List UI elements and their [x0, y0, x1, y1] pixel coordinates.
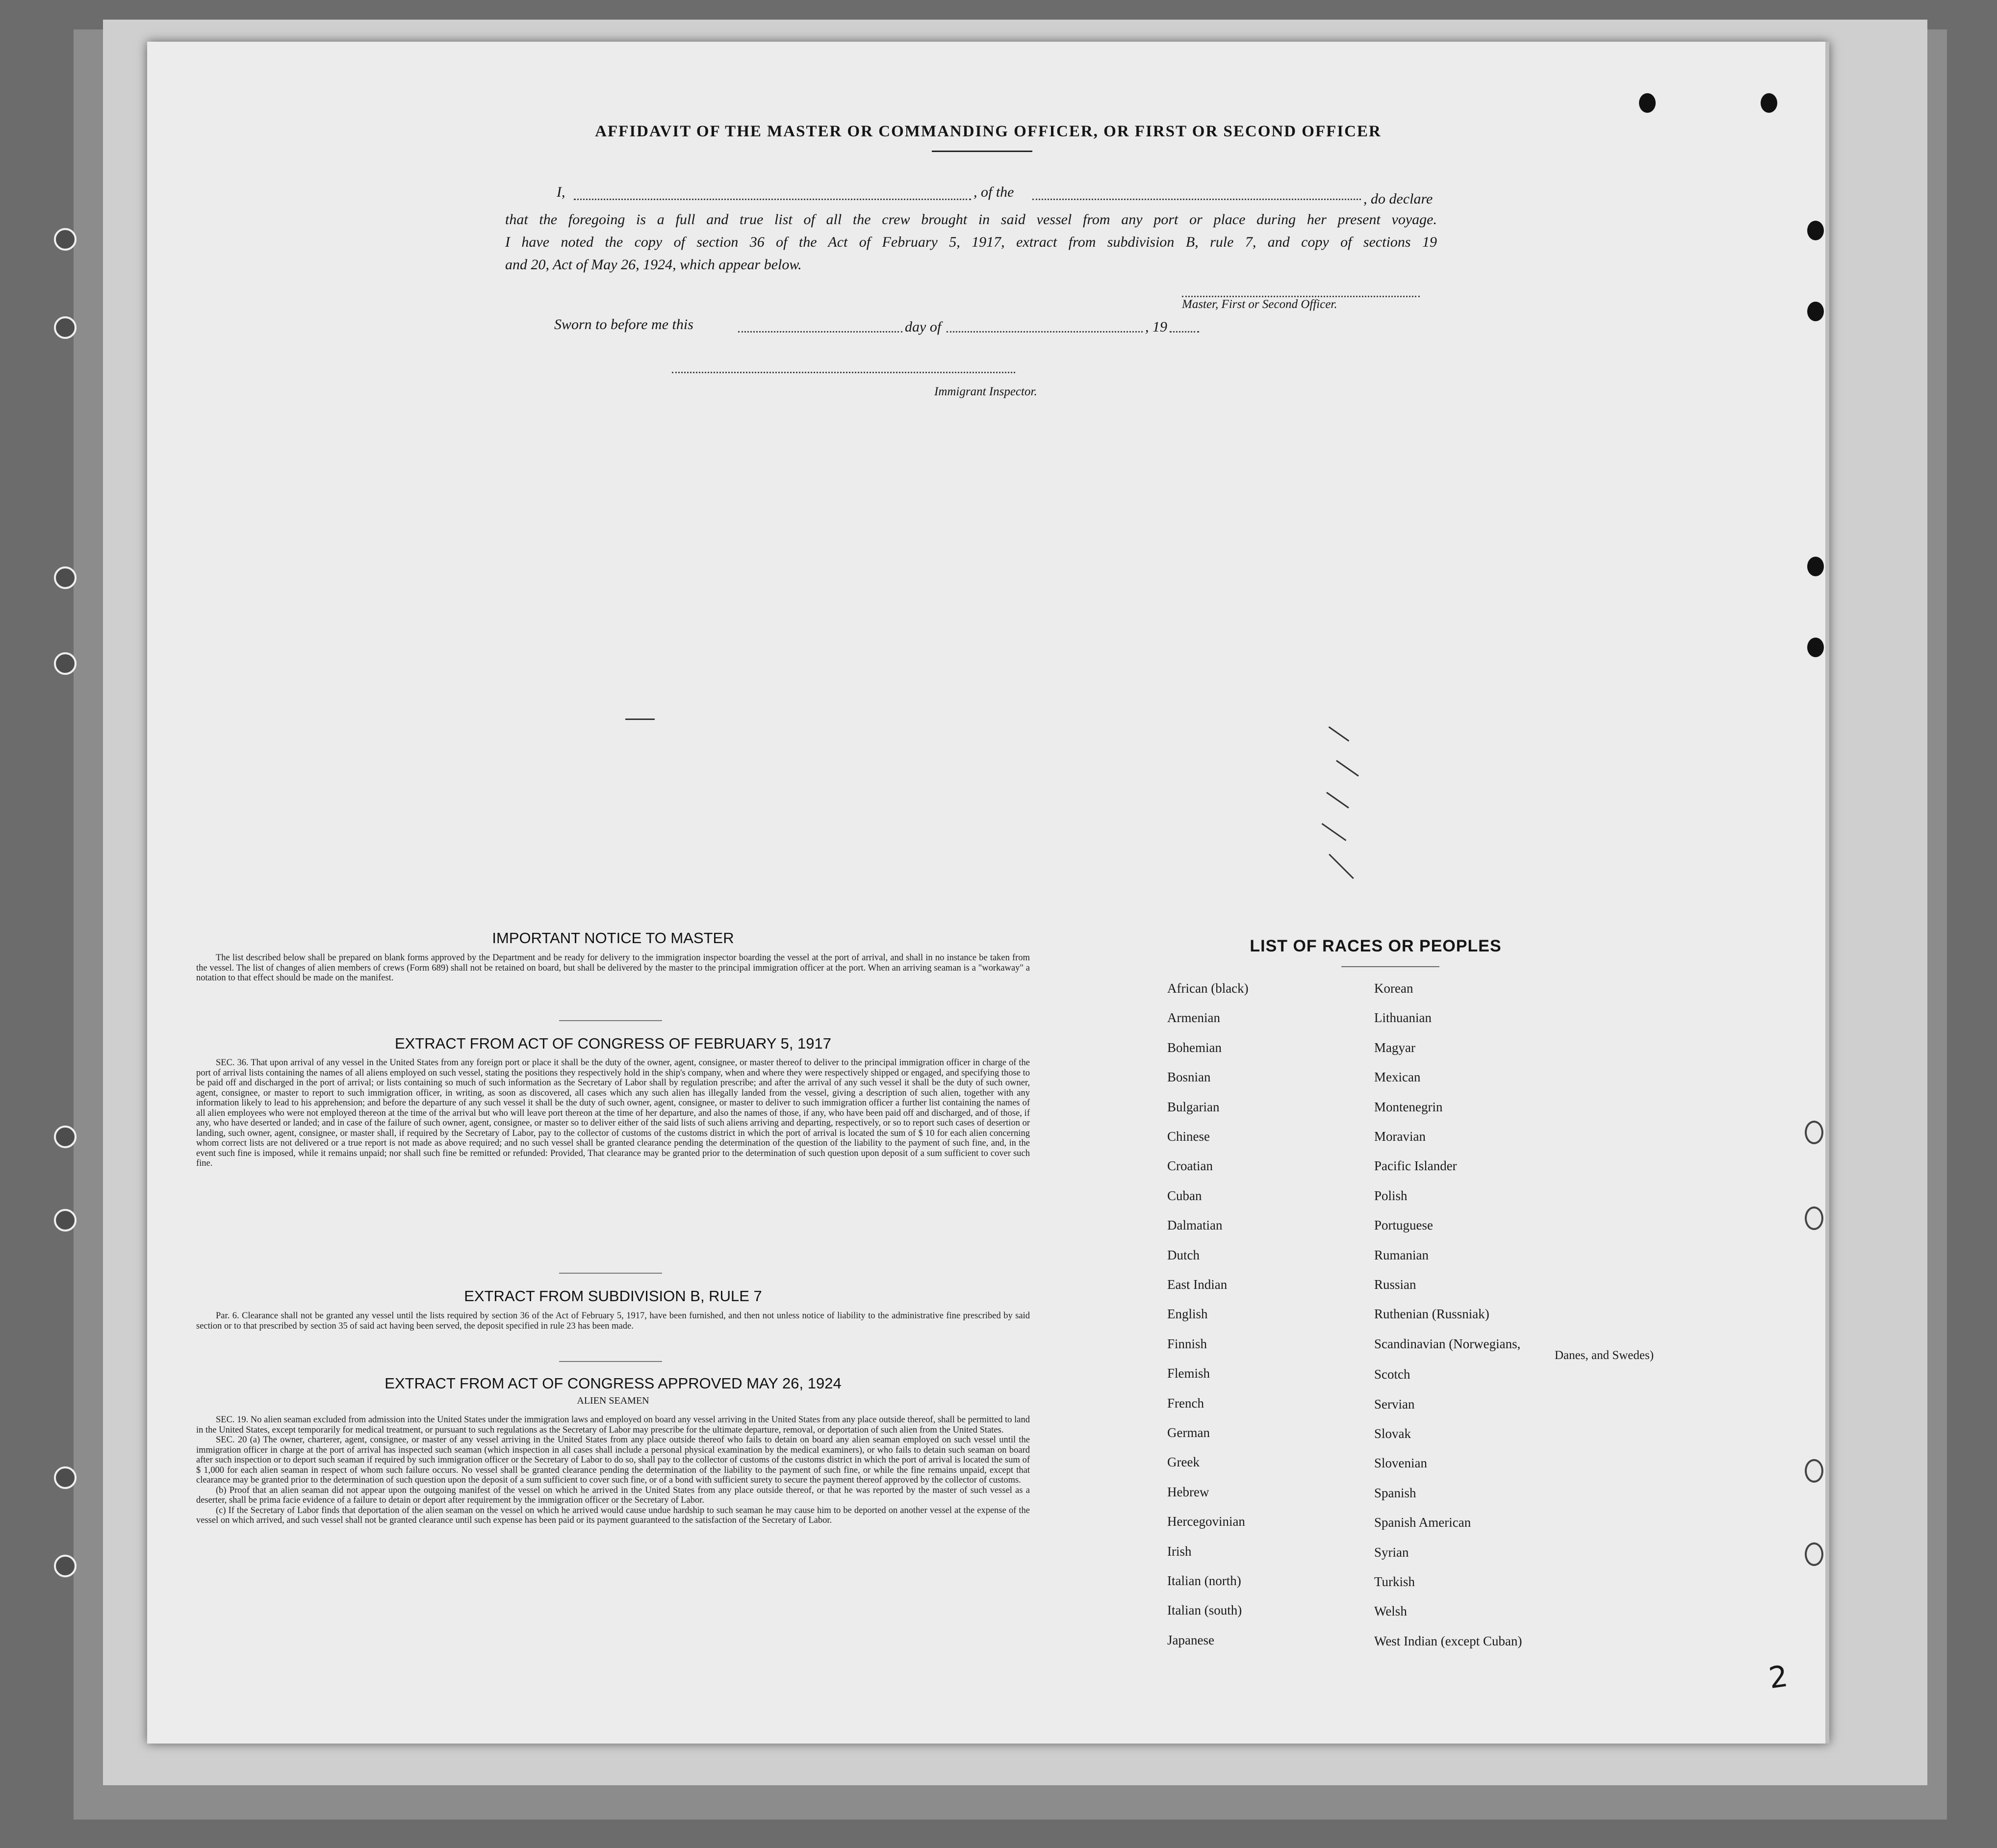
punch-hole — [1805, 1459, 1823, 1483]
race-item: Italian (north) — [1167, 1573, 1241, 1588]
race-item: German — [1167, 1425, 1210, 1440]
binder-hole — [54, 566, 77, 589]
race-item: Lithuanian — [1374, 1010, 1432, 1026]
race-item: Spanish American — [1374, 1515, 1471, 1530]
race-item: Slovenian — [1374, 1456, 1427, 1471]
race-item: Dalmatian — [1167, 1218, 1223, 1233]
notice-paragraph: The list described below shall be prepared on blank forms approved by the Department and be ready for delivery to the immigration inspector boarding the vessel at the port of arrival, and shall in no instance be taken from the vessel. The list of changes of alien members of crews (Form 689) shall not be retained on board, but shall be delivered by the master to the principal immigration officer at the port. When an arriving seaman is a "workaway" a notation to that effect should be made on the manifest. — [196, 953, 1030, 983]
race-item: Scotch — [1374, 1367, 1410, 1382]
title-underline — [932, 151, 1032, 152]
inspector-signature-label: Immigrant Inspector. — [934, 385, 1037, 398]
race-item: Turkish — [1374, 1574, 1415, 1589]
race-item: Bosnian — [1167, 1070, 1211, 1085]
race-item: Irish — [1167, 1543, 1192, 1559]
race-item: Croatian — [1167, 1158, 1213, 1174]
punch-hole — [1807, 221, 1824, 240]
race-item: Montenegrin — [1374, 1099, 1443, 1114]
race-item: Japanese — [1167, 1632, 1214, 1647]
inspector-signature-line[interactable] — [672, 372, 1015, 373]
punch-hole — [1807, 638, 1824, 657]
extract-1924-title: EXTRACT FROM ACT OF CONGRESS APPROVED MAY 26, 1924 — [384, 1375, 842, 1392]
races-title: LIST OF RACES OR PEOPLES — [1250, 937, 1502, 955]
punch-hole — [1639, 93, 1656, 113]
sec-36-paragraph: SEC. 36. That upon arrival of any vessel in the United States from any foreign port or place it shall be the duty of the owner, agent, consignee, or master thereof to deliver to the principal immigration officer in charge of the port of arrival lists containing the names of all aliens employed on such vessel, stating the positions they respectively hold in the ship's company, when and where they were respectively shipped or engaged, and specifying those to be paid off and discharged in the port of arrival; or lists containing so much of such information as the Secretary of Labor shall by regulation prescribe; and after the arrival of any such vessel it shall be the duty of such owner, agent, consignee, or master to report to such immigration officer, in writing, as soon as discovered, all cases which any such alien has illegally landed from the vessel, giving a description of such alien, together with any information likely to lead to his apprehension; and before the departure of any such vessel it shall be the duty of such owner, agent, consignee, or master to deliver to such immigration officer a further list containing the names of all alien employees who were not employed thereon at the time of the arrival but who will leave port thereon at the time of her departure, and also the names of those, if any, who have been paid off and discharged, and of those, if any, who have deserted or landed; and in case of the failure of such owner, agent, consignee, or master so to deliver either of the said lists of such aliens arriving and departing, respectively, or so to report such cases of desertion or landing, such owner, agent, consignee, or master shall, if required by the Secretary of Labor, pay to the collector of customs of the customs district in which the port of arrival is located the sum of $ 10 for each alien concerning whom correct lists are not delivered or a true report is not made as above required; and no such vessel shall be granted clearance pending the determination of the question of the liability to the payment of such fine, and, in the event such fine is imposed, while it remains unpaid; nor shall such fine be remitted or refunded: Provided, That clearance may be granted prior to the determination of such question upon deposit of a sum sufficient to cover such fine. — [196, 1058, 1030, 1168]
sworn-day-field[interactable] — [738, 331, 902, 333]
binder-hole — [54, 1555, 77, 1577]
page-number: 2 — [1767, 1659, 1790, 1696]
master-signature-label: Master, First or Second Officer. — [1182, 298, 1337, 311]
race-item: Pacific Islander — [1374, 1158, 1457, 1174]
race-item: Flemish — [1167, 1366, 1210, 1381]
race-item: Welsh — [1374, 1604, 1407, 1619]
race-item: Scandinavian (Norwegians, — [1374, 1336, 1521, 1351]
ink-mark — [1336, 760, 1359, 776]
race-item: Chinese — [1167, 1129, 1210, 1144]
race-item: Russian — [1374, 1277, 1416, 1292]
binder-hole — [54, 1209, 77, 1232]
race-item: East Indian — [1167, 1277, 1228, 1292]
race-item: Korean — [1374, 981, 1413, 996]
extract-1917-title: EXTRACT FROM ACT OF CONGRESS OF FEBRUARY 5, 1917 — [394, 1035, 832, 1052]
of-the-label: , of the — [973, 184, 1014, 200]
extract-1917-text — [196, 1058, 1030, 1169]
race-item: Magyar — [1374, 1040, 1415, 1055]
binder-hole — [54, 316, 77, 339]
ink-mark — [1326, 792, 1349, 808]
race-item: Hercegovinian — [1167, 1514, 1245, 1529]
races-title-underline — [1341, 966, 1439, 967]
race-item: Hebrew — [1167, 1484, 1209, 1499]
sworn-month-field[interactable] — [947, 331, 1143, 333]
declaration-line: I have noted the copy of section 36 of the Act of February 5, 1917, extract from subdivision B, rule 7, and copy of sections 19 — [505, 234, 1437, 250]
section-divider — [559, 1020, 662, 1021]
race-item: Armenian — [1167, 1010, 1220, 1026]
race-item: English — [1167, 1307, 1208, 1322]
race-item: Finnish — [1167, 1336, 1207, 1351]
document-page — [147, 42, 1829, 1744]
declaration-text — [505, 208, 1437, 276]
page-edge — [1825, 42, 1829, 1744]
punch-hole — [1805, 1542, 1823, 1566]
notice-text — [196, 953, 1030, 983]
ink-mark — [1322, 823, 1347, 841]
declarant-name-field[interactable] — [574, 199, 971, 200]
race-item: French — [1167, 1395, 1204, 1411]
race-item: Italian (south) — [1167, 1603, 1242, 1618]
race-item: Greek — [1167, 1455, 1200, 1470]
race-item: Syrian — [1374, 1544, 1409, 1560]
ink-mark — [1329, 854, 1354, 879]
extract-rule7-text — [196, 1311, 1030, 1331]
sec-19-paragraph: SEC. 19. No alien seaman excluded from admission into the United States under the immigration laws and employed on board any vessel arriving in the United States from any place outside thereof, shall be permitted to land in the United States, except temporarily for medical treatment, or pursuant to such regulations as the Secretary of Labor may prescribe for the ultimate departure, removal, or deportation of such alien from the United States. — [196, 1415, 1030, 1435]
par-6-paragraph: Par. 6. Clearance shall not be granted any vessel until the lists required by section 36 of the Act of February 5, 1917, have been furnished, and then not unless notice of liability to the administrative fine prescribed by said section or to that prescribed by section 35 of said act having been served, the deposit specified in rule 23 has been made. — [196, 1311, 1030, 1331]
extract-rule7-title: EXTRACT FROM SUBDIVISION B, RULE 7 — [464, 1287, 762, 1305]
binder-hole — [54, 1126, 77, 1148]
affidavit-title: AFFIDAVIT OF THE MASTER OR COMMANDING OFFICER, OR FIRST OR SECOND OFFICER — [595, 123, 1382, 140]
sec-20a-paragraph: SEC. 20 (a) The owner, charterer, agent, consignee, or master of any vessel arriving in the United States from any place outside thereof who fails to detain on board any alien seaman employed on such vessel until the immigration officer in charge at the port of arrival has inspected such seaman (which inspection in all cases shall include a personal physical examination by the medical examiners), or who fails to detain such seaman on board after such inspection or to deport such seaman if required by such immigration officer or the Secretary of Labor to do so, shall pay to the collector of customs of the customs district in which the port of arrival is located the sum of $ 1,000 for each alien seaman in respect of whom such failure occurs. No vessel shall be granted clearance pending the determination of the liability to the payment of such fine, or while the fine remains unpaid, except that clearance may be granted prior to the determination of such question upon the deposit of a sum sufficient to cover such fine, or of a bond with sufficient surety to secure the payment thereof approved by the collector of customs. — [196, 1435, 1030, 1485]
race-item: Rumanian — [1374, 1247, 1429, 1262]
race-item: Cuban — [1167, 1188, 1202, 1203]
race-item: Slovak — [1374, 1426, 1411, 1441]
sworn-label: Sworn to before me this — [554, 316, 693, 333]
punch-hole — [1807, 302, 1824, 321]
section-divider — [559, 1273, 662, 1274]
race-item: West Indian (except Cuban) — [1374, 1633, 1522, 1648]
race-item: Servian — [1374, 1396, 1415, 1412]
year-label: , 19 — [1145, 319, 1167, 335]
race-item: Bohemian — [1167, 1040, 1222, 1055]
declaration-line: that the foregoing is a full and true list of all the crew brought in said vessel from any port or place during her present voyage. — [505, 211, 1437, 228]
do-declare-label: , do declare — [1363, 191, 1433, 207]
extract-1924-text — [196, 1415, 1030, 1526]
ink-mark — [1329, 726, 1350, 742]
race-item: Ruthenian (Russniak) — [1374, 1307, 1489, 1322]
notice-title: IMPORTANT NOTICE TO MASTER — [492, 929, 734, 947]
race-item: Portuguese — [1374, 1218, 1433, 1233]
vessel-name-field[interactable] — [1032, 199, 1361, 200]
punch-hole — [1807, 557, 1824, 576]
declarant-prefix: I, — [557, 184, 565, 200]
punch-hole — [1761, 93, 1777, 113]
race-item: Polish — [1374, 1188, 1408, 1203]
sworn-year-field[interactable] — [1170, 331, 1199, 333]
race-item: African (black) — [1167, 981, 1249, 996]
binder-hole — [54, 652, 77, 675]
race-item: Bulgarian — [1167, 1099, 1220, 1114]
master-signature-line[interactable] — [1182, 296, 1420, 297]
sec-20c-paragraph: (c) If the Secretary of Labor finds that deportation of the alien seaman on the vessel on which he arrived would cause undue hardship to such seaman he may cause him to be deported on another vessel at the expense of the vessel on which arrived, and such vessel shall not be granted clearance until such expense has been paid or its payment guaranteed to the satisfaction of the Secretary of Labor. — [196, 1505, 1030, 1525]
sec-20b-paragraph: (b) Proof that an alien seaman did not appear upon the outgoing manifest of the vessel on which he arrived in the United States from any place outside thereof, or that he was reported by the master of such vessel as a deserter, shall be prima facie evidence of a failure to detain or deport after requirement by the immigration officer or the Secretary of Labor. — [196, 1485, 1030, 1505]
section-divider — [559, 1361, 662, 1362]
race-item: Dutch — [1167, 1247, 1200, 1262]
declaration-line: and 20, Act of May 26, 1924, which appear below. — [505, 257, 802, 273]
day-of-label: day of — [905, 319, 942, 335]
binder-hole — [54, 1466, 77, 1489]
ink-mark — [625, 719, 655, 720]
race-item: Moravian — [1374, 1129, 1426, 1144]
binder-hole — [54, 228, 77, 251]
punch-hole — [1805, 1121, 1823, 1144]
race-item: Spanish — [1374, 1485, 1416, 1500]
alien-seamen-subtitle: ALIEN SEAMEN — [577, 1395, 649, 1406]
punch-hole — [1805, 1206, 1823, 1230]
race-item-continuation: Danes, and Swedes) — [1555, 1349, 1654, 1362]
race-item: Mexican — [1374, 1070, 1421, 1085]
